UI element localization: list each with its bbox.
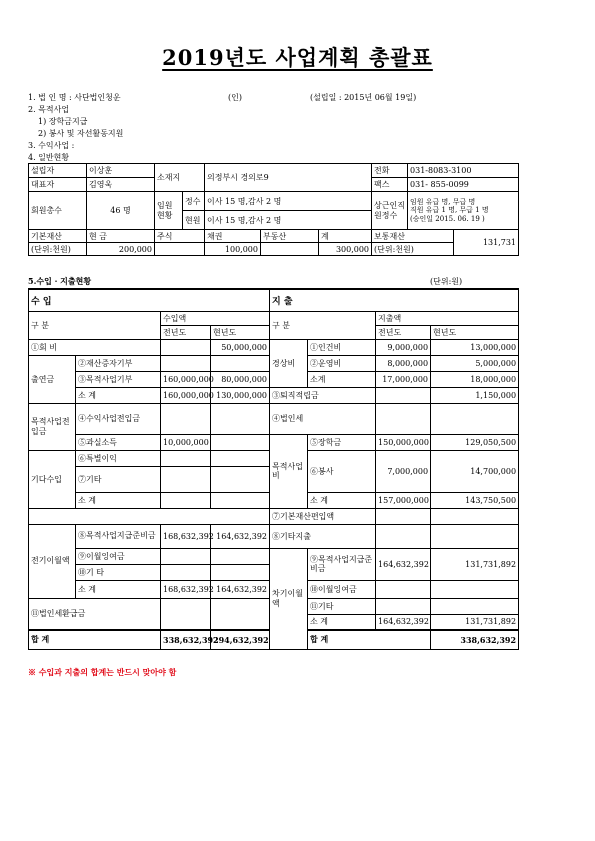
income-other-sub-label: 소 계 <box>76 492 161 508</box>
expense-corp-tax-label: ④법인세 <box>270 403 376 434</box>
members-label: 회원총수 <box>29 192 87 230</box>
income-other-cur <box>211 466 270 492</box>
total-assets-label: 계 <box>319 230 372 243</box>
expense-next-other-label: ⑪기타 <box>308 598 376 614</box>
basic-assets-unit: (단위:천원) <box>29 243 87 256</box>
rep-label: 대표자 <box>29 178 87 192</box>
staff-label: 상근인직원정수 <box>372 192 408 230</box>
income-other-group: 기다수입 <box>29 450 76 508</box>
expense-opex-group: 경상비 <box>270 339 308 387</box>
page-title: 2019년도 사업계획 총괄표 <box>162 45 433 70</box>
cash-label: 현 금 <box>87 230 155 243</box>
normal-assets-unit: (단위:천원) <box>372 243 454 256</box>
expense-next-other-cur <box>431 598 519 614</box>
income-special-profit-cur <box>211 450 270 466</box>
staff-line-2: 직원 유급 1 명, 무급 1 명 <box>410 206 489 215</box>
fax-value: 031- 855-0099 <box>408 178 519 192</box>
expense-opex-sub-prev: 17,000,000 <box>376 371 431 387</box>
staff-value <box>408 192 519 230</box>
purpose-item-1: 1) 장학금지급 <box>38 117 88 126</box>
expense-total-prev: 338,632,392 <box>431 630 519 649</box>
income-total-label: 합 계 <box>29 630 161 649</box>
income-contrib-sub-label: 소 계 <box>76 387 161 403</box>
current-label: 현원 <box>183 211 205 230</box>
bond-value: 100,000 <box>205 243 261 256</box>
income-prev-header: 전년도 <box>161 325 211 339</box>
cash-value: 200,000 <box>87 243 155 256</box>
income-amount-header: 수입액 <box>161 311 270 325</box>
income-purpose-contrib-prev: 160,000,000 <box>161 371 211 387</box>
expense-next-sub-label: 소 계 <box>308 614 376 630</box>
expense-next-surplus-cur <box>431 580 519 598</box>
expense-purpose-sub-cur: 143,750,500 <box>431 492 519 508</box>
income-contrib-sub-cur: 130,000,000 <box>211 387 270 403</box>
expense-other-label: ⑧기타지출 <box>270 524 376 548</box>
expense-scholarship-cur: 129,050,500 <box>431 434 519 450</box>
income-carry-other-cur <box>211 564 270 580</box>
income-carry-sub-cur: 164,632,392 <box>211 580 270 598</box>
staff-line-3: (승인일 2015. 06. 19 ) <box>410 214 485 223</box>
income-other-label: ⑦기타 <box>76 466 161 492</box>
income-carry-sub-prev: 168,632,392 <box>161 580 211 598</box>
quota-label: 정수 <box>183 192 205 211</box>
income-profit-transfer-prev <box>161 403 211 434</box>
income-purpose-contrib-cur: 80,000,000 <box>211 371 270 387</box>
income-purpose-contrib-label: ③목적사업기부 <box>76 371 161 387</box>
stock-value <box>155 243 205 256</box>
expense-operating-label: ②운영비 <box>308 355 376 371</box>
income-blank-row <box>29 508 270 524</box>
general-status-heading: 4. 일반현황 <box>28 153 70 162</box>
normal-assets-value: 131,731 <box>454 230 519 256</box>
section5-title: 5.수입 · 지출현황 <box>28 276 92 286</box>
income-total-cur: 294,632,392 <box>211 630 270 649</box>
corp-name-line: 1. 법 인 명 : 사단법인청운 <box>28 93 121 102</box>
expense-opex-sub-label: 소계 <box>308 371 376 387</box>
seal-mark: (인) <box>228 93 242 102</box>
expense-severance-label: ③퇴직적립금 <box>270 387 376 403</box>
expense-next-group: 차기이월액 <box>270 548 308 649</box>
staff-line-1: 임원 유급 명, 무급 명 <box>410 198 476 207</box>
expense-volunteer-cur: 14,700,000 <box>431 450 519 492</box>
expense-next-surplus-label: ⑩이월잉여금 <box>308 580 376 598</box>
officer-label: 임원현황 <box>155 192 183 230</box>
income-purpose-transfer-group: 목적사업전입금 <box>29 403 76 450</box>
expense-next-other-prev <box>376 598 431 614</box>
income-corp-tax-label: ⑪법인세환급금 <box>29 598 161 630</box>
expense-opex-sub-cur: 18,000,000 <box>431 371 519 387</box>
expense-labor-prev: 9,000,000 <box>376 339 431 355</box>
expense-next-reserve-label: ⑨목적사업지급준비금 <box>308 548 376 580</box>
fax-label: 팩스 <box>372 178 408 192</box>
expense-operating-prev: 8,000,000 <box>376 355 431 371</box>
tel-value: 031-8083-3100 <box>408 164 519 178</box>
address-value: 의정부시 경의로9 <box>205 164 372 192</box>
realty-label: 부동산 <box>261 230 319 243</box>
income-gubun: 구 분 <box>29 311 161 339</box>
income-carry-surplus-prev <box>161 548 211 564</box>
expense-next-surplus-prev <box>376 580 431 598</box>
income-total-prev: 338,632,392 <box>161 630 211 649</box>
income-special-profit-prev <box>161 450 211 466</box>
general-status-table <box>28 163 519 256</box>
expense-next-sub-prev: 164,632,392 <box>376 614 431 630</box>
expense-other-cur <box>431 524 519 548</box>
expense-amount-header: 지출액 <box>376 311 519 325</box>
income-property-contrib-prev <box>161 355 211 371</box>
income-special-profit-label: ⑥특별이익 <box>76 450 161 466</box>
income-header: 수 입 <box>29 289 270 311</box>
expense-severance-cur: 1,150,000 <box>431 387 519 403</box>
income-carry-reserve-label: ⑧목적사업지급준비금 <box>76 524 161 548</box>
expense-severance-prev <box>376 387 431 403</box>
expense-next-sub-cur: 131,731,892 <box>431 614 519 630</box>
expense-volunteer-prev: 7,000,000 <box>376 450 431 492</box>
income-contrib-sub-prev: 160,000,000 <box>161 387 211 403</box>
expense-total-label: 합 계 <box>308 630 431 649</box>
expense-basic-transfer-cur <box>431 508 519 524</box>
income-contrib-group: 출연금 <box>29 355 76 403</box>
income-interest-label: ⑤과실소득 <box>76 434 161 450</box>
expense-volunteer-label: ⑥봉사 <box>308 450 376 492</box>
expense-purpose-sub-label: 소 계 <box>308 492 376 508</box>
expense-scholarship-prev: 150,000,000 <box>376 434 431 450</box>
expense-next-reserve-cur: 131,731,892 <box>431 548 519 580</box>
income-carry-reserve-cur: 164,632,392 <box>211 524 270 548</box>
expense-basic-transfer-prev <box>376 508 431 524</box>
income-interest-cur <box>211 434 270 450</box>
income-carry-reserve-prev: 168,632,392 <box>161 524 211 548</box>
total-assets-value: 300,000 <box>319 243 372 256</box>
footnote: ※ 수입과 지출의 합계는 반드시 맞아야 함 <box>28 667 177 677</box>
established-date: (설립일 : 2015년 06월 19일) <box>310 93 417 102</box>
bond-label: 채권 <box>205 230 261 243</box>
expense-purpose-sub-prev: 157,000,000 <box>376 492 431 508</box>
expense-gubun: 구 분 <box>270 311 376 339</box>
address-label: 소재지 <box>155 164 205 192</box>
founder-value: 이상훈 <box>87 164 155 178</box>
section5-unit: (단위:원) <box>430 277 463 286</box>
expense-labor-label: ①인건비 <box>308 339 376 355</box>
rep-value: 김영욱 <box>87 178 155 192</box>
income-membership-cur: 50,000,000 <box>211 339 270 355</box>
quota-value: 이사 15 명,감사 2 명 <box>205 192 372 211</box>
expense-prev-header: 전년도 <box>376 325 431 339</box>
normal-assets-label: 보통재산 <box>372 230 454 243</box>
members-value: 46 명 <box>87 192 155 230</box>
income-corp-tax-cur <box>211 598 270 630</box>
purpose-business-heading: 2. 목적사업 <box>28 105 70 114</box>
expense-cur-header: 현년도 <box>431 325 519 339</box>
income-profit-transfer-label: ④수익사업전입금 <box>76 403 161 434</box>
stock-label: 주식 <box>155 230 205 243</box>
income-carry-group: 전기이월액 <box>29 524 76 598</box>
tel-label: 전화 <box>372 164 408 178</box>
income-carry-other-label: ⑩기 타 <box>76 564 161 580</box>
income-carry-sub-label: 소 계 <box>76 580 161 598</box>
income-property-contrib-cur <box>211 355 270 371</box>
income-corp-tax-prev <box>161 598 211 630</box>
income-property-contrib-label: ②재산증자기부 <box>76 355 161 371</box>
realty-value <box>261 243 319 256</box>
founder-label: 설립자 <box>29 164 87 178</box>
expense-next-reserve-prev: 164,632,392 <box>376 548 431 580</box>
current-value: 이사 15 명,감사 2 명 <box>205 211 372 230</box>
purpose-item-2: 2) 봉사 및 자선활동지원 <box>38 129 124 138</box>
income-cur-header: 현년도 <box>211 325 270 339</box>
basic-assets-label: 기본재산 <box>29 230 87 243</box>
income-profit-transfer-cur <box>211 403 270 434</box>
expense-operating-cur: 5,000,000 <box>431 355 519 371</box>
income-expense-table <box>28 288 519 650</box>
income-membership-prev <box>161 339 211 355</box>
profit-business-heading: 3. 수익사업 : <box>28 141 75 150</box>
income-carry-surplus-label: ⑨이월잉여금 <box>76 548 161 564</box>
expense-basic-transfer-label: ⑦기본재산편입액 <box>270 508 376 524</box>
expense-scholarship-label: ⑤장학금 <box>308 434 376 450</box>
expense-corp-tax-prev <box>376 403 431 434</box>
income-carry-surplus-cur <box>211 548 270 564</box>
income-other-prev <box>161 466 211 492</box>
expense-corp-tax-cur <box>431 403 519 434</box>
income-other-sub-prev <box>161 492 211 508</box>
expense-labor-cur: 13,000,000 <box>431 339 519 355</box>
expense-purpose-group: 목적사업비 <box>270 434 308 508</box>
income-other-sub-cur <box>211 492 270 508</box>
income-carry-other-prev <box>161 564 211 580</box>
income-membership-label: ①회 비 <box>29 339 161 355</box>
income-interest-prev: 10,000,000 <box>161 434 211 450</box>
expense-other-prev <box>376 524 431 548</box>
expense-header: 지 출 <box>270 289 519 311</box>
